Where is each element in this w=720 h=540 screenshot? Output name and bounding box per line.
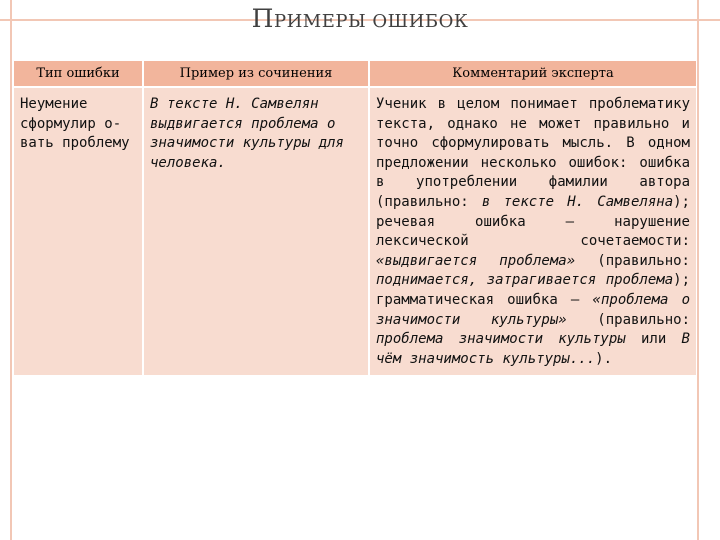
cell-essay-example: В тексте Н. Самвелян выдвигается проблема о значимости культуры для человека.: [143, 87, 369, 375]
table-row: [14, 87, 696, 375]
comment-italic-text: «выдвигается проблема»: [376, 252, 576, 269]
decorative-frame-line: [697, 0, 699, 540]
header-error-type: Тип ошибки: [14, 61, 143, 87]
cell-expert-comment: [369, 87, 696, 375]
comment-italic-text: В чём значимость культуры...: [376, 331, 690, 367]
comment-italic-text: проблема значимости культуры: [376, 331, 626, 348]
title-first-letter: П: [251, 4, 274, 33]
comment-text: (правильно:: [566, 311, 690, 328]
cell-error-type: Неумение сформулир о-вать проблему: [14, 87, 143, 375]
errors-table: [14, 61, 696, 375]
comment-text: (правильно:: [575, 252, 690, 269]
comment-text: ); речевая ошибка — нарушение лексической сочетаемости:: [376, 193, 690, 250]
comment-text: Ученик в целом понимает проблематику текста, однако не может правильно и точно сформулировать мысль. В одном предложении несколько ошибок: ошибка в употреблении фамилии автора (правильно:: [376, 96, 690, 210]
table-header-row: [14, 61, 696, 87]
comment-italic-text: в тексте Н. Самвеляна: [481, 193, 674, 210]
decorative-frame-line: [10, 0, 12, 540]
comment-text: ).: [595, 350, 613, 367]
comment-italic-text: поднимается, затрагивается проблема: [376, 272, 674, 289]
header-expert-comment: Комментарий эксперта: [369, 61, 696, 87]
comment-text: или: [625, 331, 682, 348]
header-essay-example: Пример из сочинения: [143, 61, 369, 87]
comment-text: ); грамматическая ошибка —: [376, 272, 690, 308]
title-rest: РИМЕРЫ ОШИБОК: [273, 11, 469, 32]
comment-italic-text: «проблема о значимости культуры»: [376, 291, 690, 328]
page-title: [0, 4, 720, 33]
